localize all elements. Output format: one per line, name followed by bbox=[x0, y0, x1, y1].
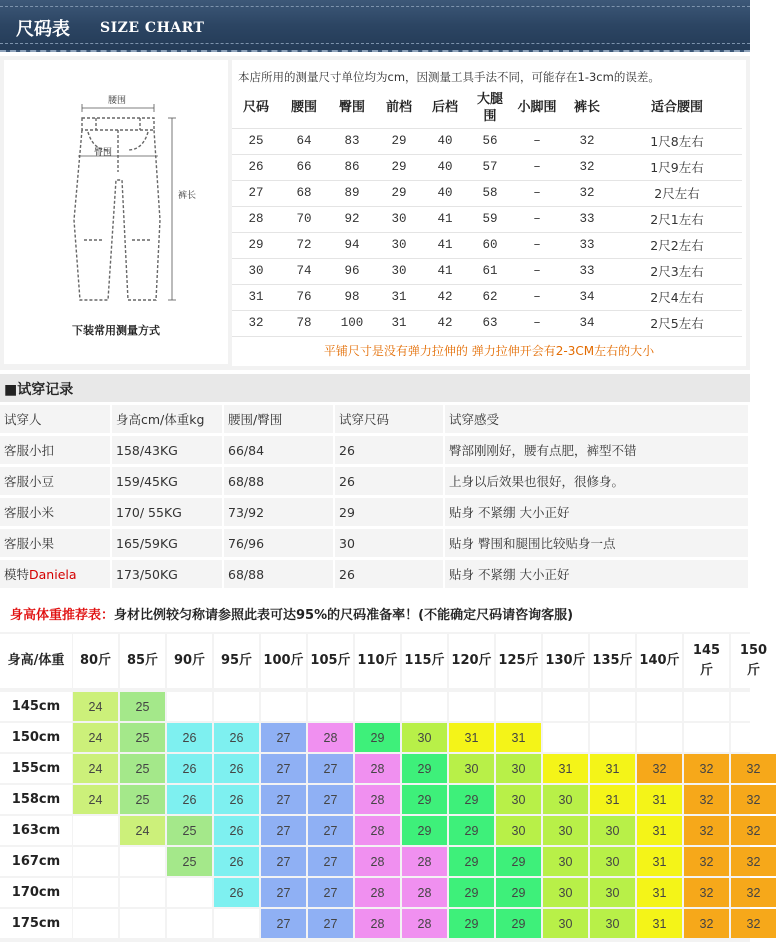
size-row bbox=[232, 206, 742, 232]
grid-size-cell: 30 bbox=[402, 723, 447, 752]
grid-height-header: 158cm bbox=[0, 785, 72, 814]
grid-size-cell: 26 bbox=[214, 754, 259, 783]
trial-feel-cell: 贴身 不紧绷 大小正好 bbox=[445, 560, 750, 588]
trial-row bbox=[0, 467, 750, 495]
trial-size-cell: 26 bbox=[335, 467, 445, 495]
grid-size-cell: 26 bbox=[214, 785, 259, 814]
trial-wh-cell: 68/88 bbox=[224, 560, 335, 588]
size-cell: 76 bbox=[280, 284, 328, 310]
grid-size-cell: 26 bbox=[167, 754, 212, 783]
grid-height-header: 170cm bbox=[0, 878, 72, 907]
grid-size-cell: 29 bbox=[496, 847, 541, 876]
trial-size-cell: 29 bbox=[335, 498, 445, 526]
grid-size-cell bbox=[214, 692, 259, 721]
trial-name: 客服小扣 bbox=[4, 443, 55, 458]
grid-size-cell: 30 bbox=[496, 816, 541, 845]
grid-weight-header: 150 斤 bbox=[731, 634, 776, 688]
trial-name-cell bbox=[0, 498, 112, 526]
grid-size-cell: 32 bbox=[731, 785, 776, 814]
grid-size-cell: 30 bbox=[590, 878, 635, 907]
grid-size-cell bbox=[73, 909, 118, 938]
trial-header-cell: 身高cm/体重kg bbox=[112, 405, 224, 433]
grid-size-cell: 29 bbox=[496, 878, 541, 907]
grid-size-cell: 26 bbox=[214, 816, 259, 845]
size-cell: 63 bbox=[468, 310, 512, 336]
size-cell: 30 bbox=[376, 258, 422, 284]
grid-size-cell bbox=[590, 692, 635, 721]
trial-feel-cell: 贴身 臀围和腿围比较贴身一点 bbox=[445, 529, 750, 557]
size-cell: 30 bbox=[376, 232, 422, 258]
trial-hw-cell: 165/59KG bbox=[112, 529, 224, 557]
grid-size-cell: 27 bbox=[308, 909, 353, 938]
trial-header-cell: 试穿尺码 bbox=[335, 405, 445, 433]
grid-height-header: 150cm bbox=[0, 723, 72, 752]
size-cell: 40 bbox=[422, 128, 468, 154]
grid-size-cell: 30 bbox=[543, 785, 588, 814]
trial-wh-cell: 76/96 bbox=[224, 529, 335, 557]
grid-size-cell bbox=[637, 723, 682, 752]
grid-size-cell: 30 bbox=[449, 754, 494, 783]
size-cell: 96 bbox=[328, 258, 376, 284]
grid-weight-header: 125斤 bbox=[496, 634, 541, 688]
trial-header-cell: 腰围/臀围 bbox=[224, 405, 335, 433]
size-cell: 29 bbox=[376, 180, 422, 206]
trial-name: 客服小米 bbox=[4, 505, 55, 520]
grid-weight-header: 85斤 bbox=[120, 634, 165, 688]
size-cell: 29 bbox=[376, 154, 422, 180]
grid-height-header: 145cm bbox=[0, 692, 72, 721]
grid-size-cell: 32 bbox=[731, 754, 776, 783]
grid-size-cell bbox=[355, 692, 400, 721]
trial-name-cell bbox=[0, 467, 112, 495]
trial-table bbox=[0, 402, 750, 591]
grid-size-cell: 28 bbox=[355, 754, 400, 783]
size-cell: 100 bbox=[328, 310, 376, 336]
size-table-body bbox=[232, 128, 742, 336]
grid-size-cell: 32 bbox=[684, 847, 729, 876]
grid-size-cell: 26 bbox=[167, 785, 212, 814]
grid-size-cell bbox=[167, 909, 212, 938]
size-header-cell: 大腿围 bbox=[468, 88, 512, 128]
size-cell: 72 bbox=[280, 232, 328, 258]
size-cell: 2尺1左右 bbox=[612, 206, 742, 232]
length-label: 裤长 bbox=[178, 191, 197, 201]
grid-weight-header: 110斤 bbox=[355, 634, 400, 688]
trial-header-cell: 试穿感受 bbox=[445, 405, 750, 433]
size-header-cell: 臀围 bbox=[328, 88, 376, 128]
measurement-note: 本店所用的测量尺寸单位均为cm，因测量工具手法不同，可能存在1-3cm的误差。 bbox=[238, 70, 660, 84]
size-cell: – bbox=[512, 180, 562, 206]
grid-size-cell: 30 bbox=[543, 847, 588, 876]
size-cell: 98 bbox=[328, 284, 376, 310]
size-cell: 2尺3左右 bbox=[612, 258, 742, 284]
trial-hw-cell: 173/50KG bbox=[112, 560, 224, 588]
size-cell: 86 bbox=[328, 154, 376, 180]
grid-height-header: 175cm bbox=[0, 909, 72, 938]
size-cell: 94 bbox=[328, 232, 376, 258]
trial-hw-cell: 170/ 55KG bbox=[112, 498, 224, 526]
hip-label: 臀围 bbox=[94, 148, 113, 158]
grid-size-cell: 29 bbox=[355, 723, 400, 752]
size-row bbox=[232, 258, 742, 284]
size-cell: 1尺9左右 bbox=[612, 154, 742, 180]
header-title-en: SIZE CHART bbox=[100, 20, 205, 36]
size-cell: 2尺2左右 bbox=[612, 232, 742, 258]
trial-size-cell: 30 bbox=[335, 529, 445, 557]
page-header bbox=[0, 0, 750, 52]
grid-size-cell: 28 bbox=[355, 785, 400, 814]
grid-size-cell bbox=[73, 878, 118, 907]
measurement-figure bbox=[4, 60, 228, 364]
grid-size-cell: 26 bbox=[214, 847, 259, 876]
size-cell: 32 bbox=[562, 154, 612, 180]
grid-size-cell bbox=[684, 723, 729, 752]
size-header-cell: 后档 bbox=[422, 88, 468, 128]
grid-size-cell: 25 bbox=[120, 785, 165, 814]
size-cell: 61 bbox=[468, 258, 512, 284]
size-cell: 62 bbox=[468, 284, 512, 310]
height-weight-grid bbox=[0, 632, 768, 942]
grid-size-cell: 30 bbox=[496, 785, 541, 814]
size-cell: 70 bbox=[280, 206, 328, 232]
grid-size-cell: 27 bbox=[261, 816, 306, 845]
grid-size-cell: 27 bbox=[261, 723, 306, 752]
grid-size-cell bbox=[731, 723, 776, 752]
size-cell: 68 bbox=[280, 180, 328, 206]
grid-size-cell: 31 bbox=[590, 785, 635, 814]
grid-height-header: 155cm bbox=[0, 754, 72, 783]
size-header-cell: 前档 bbox=[376, 88, 422, 128]
grid-size-cell bbox=[543, 723, 588, 752]
size-row bbox=[232, 128, 742, 154]
grid-size-cell: 28 bbox=[355, 878, 400, 907]
grid-size-cell bbox=[120, 878, 165, 907]
grid-size-cell: 32 bbox=[731, 909, 776, 938]
size-cell: 64 bbox=[280, 128, 328, 154]
size-header-cell: 尺码 bbox=[232, 88, 280, 128]
size-cell: 89 bbox=[328, 180, 376, 206]
grid-size-cell: 27 bbox=[308, 878, 353, 907]
model-name: Daniela bbox=[29, 567, 77, 582]
size-cell: 32 bbox=[232, 310, 280, 336]
size-table-panel bbox=[232, 60, 746, 366]
size-cell: 2尺4左右 bbox=[612, 284, 742, 310]
grid-size-cell: 30 bbox=[543, 909, 588, 938]
size-cell: 27 bbox=[232, 180, 280, 206]
size-cell: 74 bbox=[280, 258, 328, 284]
grid-size-cell: 28 bbox=[402, 847, 447, 876]
grid-size-cell bbox=[684, 692, 729, 721]
size-cell: 30 bbox=[376, 206, 422, 232]
grid-size-cell: 31 bbox=[637, 909, 682, 938]
grid-size-cell: 31 bbox=[590, 754, 635, 783]
trial-row bbox=[0, 560, 750, 588]
size-row bbox=[232, 180, 742, 206]
size-cell: 34 bbox=[562, 310, 612, 336]
size-cell: 41 bbox=[422, 258, 468, 284]
grid-size-cell bbox=[120, 909, 165, 938]
grid-size-cell: 27 bbox=[308, 785, 353, 814]
grid-weight-header: 135斤 bbox=[590, 634, 635, 688]
grid-size-cell: 31 bbox=[496, 723, 541, 752]
grid-size-cell: 24 bbox=[120, 816, 165, 845]
figure-caption: 下装常用测量方式 bbox=[72, 324, 160, 337]
grid-size-cell bbox=[496, 692, 541, 721]
grid-size-cell: 32 bbox=[731, 878, 776, 907]
grid-weight-header: 105斤 bbox=[308, 634, 353, 688]
grid-weight-header: 80斤 bbox=[73, 634, 118, 688]
trial-name-cell bbox=[0, 529, 112, 557]
grid-size-cell: 27 bbox=[308, 847, 353, 876]
grid-size-cell: 27 bbox=[308, 816, 353, 845]
trial-feel-cell: 臀部刚刚好，腰有点肥，裤型不错 bbox=[445, 436, 750, 464]
grid-size-cell: 27 bbox=[261, 754, 306, 783]
size-cell: 59 bbox=[468, 206, 512, 232]
size-cell: – bbox=[512, 128, 562, 154]
grid-size-cell bbox=[261, 692, 306, 721]
size-cell: 31 bbox=[376, 310, 422, 336]
grid-size-cell: 29 bbox=[449, 816, 494, 845]
grid-size-cell: 26 bbox=[214, 723, 259, 752]
grid-size-cell: 25 bbox=[120, 723, 165, 752]
grid-size-cell: 24 bbox=[73, 692, 118, 721]
size-cell: 42 bbox=[422, 310, 468, 336]
grid-size-cell: 25 bbox=[167, 847, 212, 876]
size-cell: 60 bbox=[468, 232, 512, 258]
grid-size-cell: 29 bbox=[402, 785, 447, 814]
grid-size-cell bbox=[402, 692, 447, 721]
grid-weight-header: 140斤 bbox=[637, 634, 682, 688]
grid-size-cell: 31 bbox=[637, 785, 682, 814]
size-cell: 28 bbox=[232, 206, 280, 232]
size-header-cell: 裤长 bbox=[562, 88, 612, 128]
grid-size-cell: 30 bbox=[543, 878, 588, 907]
trial-hw-cell: 159/45KG bbox=[112, 467, 224, 495]
grid-size-cell: 32 bbox=[684, 754, 729, 783]
grid-size-cell: 28 bbox=[355, 816, 400, 845]
trial-name: 模特 bbox=[4, 567, 30, 582]
grid-size-cell: 32 bbox=[684, 785, 729, 814]
trial-header-cell: 试穿人 bbox=[0, 405, 112, 433]
size-cell: – bbox=[512, 310, 562, 336]
size-cell: 33 bbox=[562, 206, 612, 232]
grid-size-cell: 31 bbox=[543, 754, 588, 783]
trial-name: 客服小豆 bbox=[4, 474, 55, 489]
size-cell: 1尺8左右 bbox=[612, 128, 742, 154]
grid-size-cell: 26 bbox=[167, 723, 212, 752]
size-cell: 40 bbox=[422, 180, 468, 206]
size-cell: 92 bbox=[328, 206, 376, 232]
grid-weight-header: 100斤 bbox=[261, 634, 306, 688]
grid-size-cell: 31 bbox=[637, 878, 682, 907]
size-cell: 26 bbox=[232, 154, 280, 180]
size-header-cell: 小脚围 bbox=[512, 88, 562, 128]
size-row bbox=[232, 284, 742, 310]
size-cell: 33 bbox=[562, 258, 612, 284]
recommendation-line bbox=[10, 604, 573, 623]
grid-size-cell bbox=[120, 847, 165, 876]
grid-size-cell bbox=[731, 692, 776, 721]
size-cell: 29 bbox=[232, 232, 280, 258]
trial-name-cell bbox=[0, 436, 112, 464]
size-table-header bbox=[232, 88, 742, 128]
grid-size-cell: 29 bbox=[402, 816, 447, 845]
size-chart-section bbox=[0, 56, 750, 370]
trial-hw-cell: 158/43KG bbox=[112, 436, 224, 464]
size-cell: 56 bbox=[468, 128, 512, 154]
grid-size-cell: 32 bbox=[684, 816, 729, 845]
grid-size-cell: 32 bbox=[731, 816, 776, 845]
recommendation-text: 身材比例较匀称请参照此表可达95%的尺码准备率！(不能确定尺码请咨询客服) bbox=[114, 608, 574, 623]
size-cell: 41 bbox=[422, 232, 468, 258]
size-cell: 33 bbox=[562, 232, 612, 258]
size-cell: 32 bbox=[562, 180, 612, 206]
size-cell: 31 bbox=[232, 284, 280, 310]
grid-size-cell: 29 bbox=[402, 754, 447, 783]
grid-size-cell: 24 bbox=[73, 723, 118, 752]
size-cell: 2尺左右 bbox=[612, 180, 742, 206]
recommendation-label: 身高体重推荐表： bbox=[10, 608, 115, 623]
grid-height-header: 163cm bbox=[0, 816, 72, 845]
trial-wh-cell: 73/92 bbox=[224, 498, 335, 526]
grid-size-cell: 27 bbox=[261, 785, 306, 814]
grid-size-cell: 25 bbox=[120, 754, 165, 783]
grid-weight-header: 90斤 bbox=[167, 634, 212, 688]
trial-row bbox=[0, 529, 750, 557]
grid-size-cell: 27 bbox=[261, 909, 306, 938]
header-title-cn: 尺码表 bbox=[16, 19, 70, 40]
size-cell: 2尺5左右 bbox=[612, 310, 742, 336]
trial-size-cell: 26 bbox=[335, 560, 445, 588]
grid-size-cell: 29 bbox=[449, 785, 494, 814]
grid-size-cell: 28 bbox=[355, 909, 400, 938]
grid-weight-header: 130斤 bbox=[543, 634, 588, 688]
grid-corner-label: 身高/体重 bbox=[0, 634, 72, 688]
grid-size-cell: 25 bbox=[120, 692, 165, 721]
size-cell: 25 bbox=[232, 128, 280, 154]
size-row bbox=[232, 310, 742, 336]
grid-size-cell: 29 bbox=[449, 909, 494, 938]
grid-size-cell: 32 bbox=[731, 847, 776, 876]
size-table bbox=[232, 88, 742, 337]
grid-size-cell: 31 bbox=[449, 723, 494, 752]
trial-wh-cell: 68/88 bbox=[224, 467, 335, 495]
grid-size-cell: 25 bbox=[167, 816, 212, 845]
trial-name: 客服小果 bbox=[4, 536, 55, 551]
trial-feel-cell: 上身以后效果也很好，很修身。 bbox=[445, 467, 750, 495]
trial-name-cell bbox=[0, 560, 112, 588]
size-cell: 40 bbox=[422, 154, 468, 180]
grid-size-cell bbox=[590, 723, 635, 752]
grid-size-cell: 29 bbox=[449, 847, 494, 876]
size-cell: 83 bbox=[328, 128, 376, 154]
grid-size-cell: 24 bbox=[73, 785, 118, 814]
size-cell: – bbox=[512, 284, 562, 310]
size-cell: 34 bbox=[562, 284, 612, 310]
grid-weight-header: 120斤 bbox=[449, 634, 494, 688]
trial-row bbox=[0, 498, 750, 526]
grid-size-cell: 29 bbox=[449, 878, 494, 907]
grid-size-cell: 29 bbox=[496, 909, 541, 938]
grid-size-cell: 28 bbox=[355, 847, 400, 876]
size-row bbox=[232, 154, 742, 180]
size-cell: 29 bbox=[376, 128, 422, 154]
grid-size-cell: 30 bbox=[590, 909, 635, 938]
grid-size-cell bbox=[214, 909, 259, 938]
size-cell: 57 bbox=[468, 154, 512, 180]
grid-size-cell bbox=[308, 692, 353, 721]
grid-size-cell bbox=[167, 878, 212, 907]
grid-size-cell: 31 bbox=[637, 816, 682, 845]
grid-size-cell: 31 bbox=[637, 847, 682, 876]
grid-weight-header: 145 斤 bbox=[684, 634, 729, 688]
grid-size-cell: 28 bbox=[308, 723, 353, 752]
trial-feel-cell: 贴身 不紧绷 大小正好 bbox=[445, 498, 750, 526]
grid-size-cell: 26 bbox=[214, 878, 259, 907]
size-cell: 42 bbox=[422, 284, 468, 310]
grid-size-cell bbox=[449, 692, 494, 721]
trial-section-bar bbox=[0, 374, 750, 402]
grid-size-cell: 32 bbox=[684, 878, 729, 907]
stretch-footnote: 平铺尺寸是没有弹力拉伸的 弹力拉伸开会有2-3CM左右的大小 bbox=[323, 344, 655, 358]
size-cell: 66 bbox=[280, 154, 328, 180]
grid-size-cell bbox=[167, 692, 212, 721]
size-cell: – bbox=[512, 154, 562, 180]
size-cell: – bbox=[512, 258, 562, 284]
grid-size-cell: 27 bbox=[308, 754, 353, 783]
trial-row bbox=[0, 436, 750, 464]
grid-size-cell: 30 bbox=[496, 754, 541, 783]
size-header-cell: 适合腰围 bbox=[612, 88, 742, 128]
trial-header-row bbox=[0, 405, 750, 433]
grid-size-cell: 32 bbox=[637, 754, 682, 783]
grid-size-cell: 27 bbox=[261, 878, 306, 907]
trial-wh-cell: 66/84 bbox=[224, 436, 335, 464]
size-header-cell: 腰围 bbox=[280, 88, 328, 128]
trial-title: ■试穿记录 bbox=[4, 382, 74, 398]
size-cell: 30 bbox=[232, 258, 280, 284]
grid-height-header: 167cm bbox=[0, 847, 72, 876]
grid-weight-header: 115斤 bbox=[402, 634, 447, 688]
grid-size-cell bbox=[637, 692, 682, 721]
grid-size-cell: 24 bbox=[73, 754, 118, 783]
grid-size-cell: 27 bbox=[261, 847, 306, 876]
grid-size-cell bbox=[73, 847, 118, 876]
grid-weight-header: 95斤 bbox=[214, 634, 259, 688]
size-cell: 31 bbox=[376, 284, 422, 310]
size-cell: – bbox=[512, 232, 562, 258]
grid-size-cell bbox=[73, 816, 118, 845]
size-cell: 58 bbox=[468, 180, 512, 206]
grid-size-cell bbox=[543, 692, 588, 721]
grid-size-cell: 28 bbox=[402, 878, 447, 907]
size-cell: 41 bbox=[422, 206, 468, 232]
grid-size-cell: 30 bbox=[590, 847, 635, 876]
trial-size-cell: 26 bbox=[335, 436, 445, 464]
size-cell: 32 bbox=[562, 128, 612, 154]
grid-size-cell: 30 bbox=[543, 816, 588, 845]
grid-size-cell: 28 bbox=[402, 909, 447, 938]
size-row bbox=[232, 232, 742, 258]
grid-size-cell: 30 bbox=[590, 816, 635, 845]
size-cell: 78 bbox=[280, 310, 328, 336]
waist-label: 腰围 bbox=[108, 96, 127, 106]
size-cell: – bbox=[512, 206, 562, 232]
grid-size-cell: 32 bbox=[684, 909, 729, 938]
